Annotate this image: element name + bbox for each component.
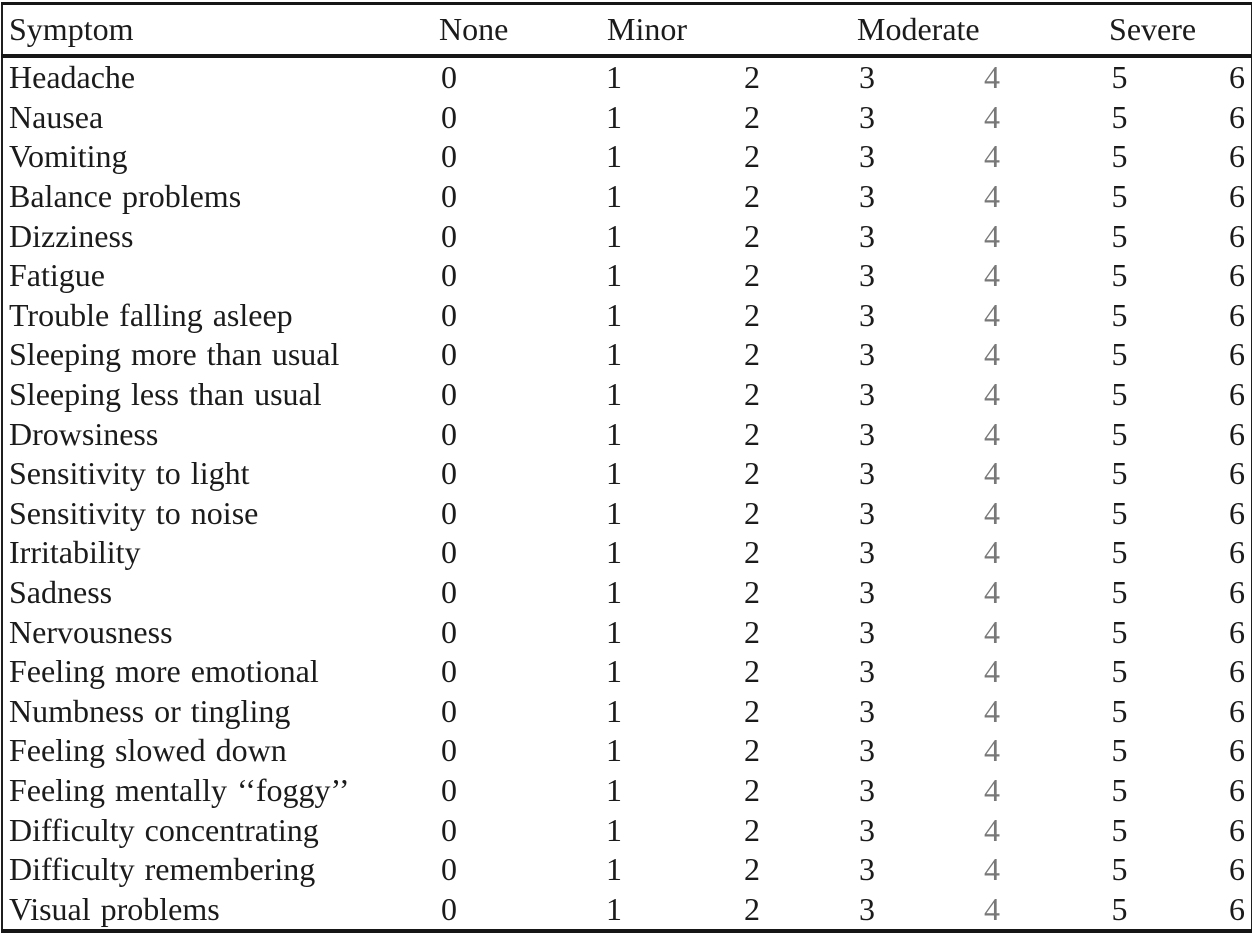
rating-value: 4 bbox=[984, 217, 1000, 254]
rating-value: 2 bbox=[744, 811, 760, 848]
rating-value: 4 bbox=[984, 574, 1000, 611]
table-row bbox=[2, 296, 1252, 336]
rating-value: 6 bbox=[1229, 296, 1246, 333]
symptom-label: Fatigue bbox=[9, 257, 105, 294]
rating-value: 2 bbox=[744, 178, 760, 215]
rating-value: 3 bbox=[859, 415, 875, 452]
rating-value: 2 bbox=[744, 59, 760, 96]
rating-value: 4 bbox=[984, 455, 1000, 492]
rating-value: 3 bbox=[859, 811, 875, 848]
rating-value: 6 bbox=[1229, 376, 1246, 413]
rating-value: 2 bbox=[744, 534, 760, 571]
rating-value: 6 bbox=[1229, 771, 1246, 808]
rating-value: 3 bbox=[859, 692, 875, 729]
rating-value: 1 bbox=[606, 574, 622, 611]
rating-value: 1 bbox=[606, 415, 622, 452]
rating-value: 1 bbox=[606, 851, 622, 888]
rating-value: 3 bbox=[859, 851, 875, 888]
table-row bbox=[2, 256, 1252, 296]
rating-value: 0 bbox=[441, 217, 457, 254]
rating-value: 1 bbox=[606, 732, 622, 769]
rating-value: 1 bbox=[606, 59, 622, 96]
rating-value: 1 bbox=[606, 494, 622, 531]
column-header-none: None bbox=[372, 4, 526, 57]
rating-value: 3 bbox=[859, 138, 875, 175]
rating-value: 2 bbox=[744, 890, 760, 927]
symptom-label: Sensitivity to noise bbox=[9, 494, 259, 531]
rating-value: 1 bbox=[606, 692, 622, 729]
rating-value: 0 bbox=[441, 811, 457, 848]
table-row bbox=[2, 216, 1252, 256]
rating-value: 2 bbox=[744, 692, 760, 729]
table-row bbox=[2, 692, 1252, 732]
table-row bbox=[2, 335, 1252, 375]
rating-value: 4 bbox=[984, 534, 1000, 571]
column-header-symptom: Symptom bbox=[2, 4, 372, 57]
rating-value: 4 bbox=[984, 692, 1000, 729]
rating-value: 5 bbox=[1111, 415, 1128, 452]
rating-value: 2 bbox=[744, 217, 760, 254]
rating-value: 2 bbox=[744, 257, 760, 294]
rating-value: 1 bbox=[606, 178, 622, 215]
symptom-label: Sleeping more than usual bbox=[9, 336, 340, 373]
rating-value: 5 bbox=[1111, 336, 1128, 373]
table-row bbox=[2, 494, 1252, 534]
rating-value: 3 bbox=[859, 257, 875, 294]
rating-value: 6 bbox=[1229, 336, 1246, 373]
rating-value: 4 bbox=[984, 415, 1000, 452]
rating-value: 4 bbox=[984, 59, 1000, 96]
rating-value: 0 bbox=[441, 692, 457, 729]
symptom-scale-table bbox=[1, 2, 1252, 933]
rating-value: 0 bbox=[441, 296, 457, 333]
rating-value: 4 bbox=[984, 296, 1000, 333]
column-header-severe: Severe bbox=[1052, 4, 1252, 57]
rating-value: 3 bbox=[859, 296, 875, 333]
table-row bbox=[2, 137, 1252, 177]
rating-value: 2 bbox=[744, 376, 760, 413]
table-row bbox=[2, 56, 1252, 98]
rating-value: 5 bbox=[1111, 455, 1128, 492]
rating-value: 6 bbox=[1229, 613, 1246, 650]
rating-value: 6 bbox=[1229, 178, 1246, 215]
rating-value: 0 bbox=[441, 653, 457, 690]
column-header-minor: Minor bbox=[526, 4, 802, 57]
table-row bbox=[2, 177, 1252, 217]
table-row bbox=[2, 533, 1252, 573]
column-header-moderate: Moderate bbox=[802, 4, 1052, 57]
rating-value: 0 bbox=[441, 574, 457, 611]
symptom-label: Difficulty concentrating bbox=[9, 811, 319, 848]
symptom-label: Dizziness bbox=[9, 217, 134, 254]
rating-value: 4 bbox=[984, 771, 1000, 808]
rating-value: 1 bbox=[606, 138, 622, 175]
table-body bbox=[2, 56, 1252, 931]
rating-value: 5 bbox=[1111, 771, 1128, 808]
rating-value: 1 bbox=[606, 455, 622, 492]
rating-value: 3 bbox=[859, 534, 875, 571]
symptom-label: Balance problems bbox=[9, 178, 242, 215]
rating-value: 4 bbox=[984, 257, 1000, 294]
rating-value: 5 bbox=[1111, 296, 1128, 333]
rating-value: 5 bbox=[1111, 376, 1128, 413]
rating-value: 2 bbox=[744, 138, 760, 175]
rating-value: 0 bbox=[441, 415, 457, 452]
symptom-label: Visual problems bbox=[9, 890, 220, 927]
rating-value: 4 bbox=[984, 890, 1000, 927]
rating-value: 3 bbox=[859, 98, 875, 135]
rating-value: 4 bbox=[984, 851, 1000, 888]
rating-value: 2 bbox=[744, 732, 760, 769]
rating-value: 6 bbox=[1229, 534, 1246, 571]
symptom-label: Feeling slowed down bbox=[9, 732, 287, 769]
rating-value: 6 bbox=[1229, 494, 1246, 531]
rating-value: 3 bbox=[859, 890, 875, 927]
table-row bbox=[2, 889, 1252, 931]
rating-value: 4 bbox=[984, 336, 1000, 373]
table-row bbox=[2, 612, 1252, 652]
rating-value: 2 bbox=[744, 415, 760, 452]
symptom-label: Difficulty remembering bbox=[9, 851, 316, 888]
rating-value: 5 bbox=[1111, 811, 1128, 848]
table-row bbox=[2, 850, 1252, 890]
rating-value: 2 bbox=[744, 771, 760, 808]
rating-value: 6 bbox=[1229, 732, 1246, 769]
rating-value: 6 bbox=[1229, 455, 1246, 492]
rating-value: 5 bbox=[1111, 138, 1128, 175]
symptom-label: Vomiting bbox=[9, 138, 128, 175]
rating-value: 5 bbox=[1111, 494, 1128, 531]
rating-value: 5 bbox=[1111, 613, 1128, 650]
rating-value: 6 bbox=[1229, 851, 1246, 888]
rating-value: 3 bbox=[859, 455, 875, 492]
rating-value: 0 bbox=[441, 494, 457, 531]
symptom-label: Nervousness bbox=[9, 613, 173, 650]
rating-value: 4 bbox=[984, 98, 1000, 135]
rating-value: 5 bbox=[1111, 653, 1128, 690]
rating-value: 3 bbox=[859, 494, 875, 531]
rating-value: 6 bbox=[1229, 415, 1246, 452]
rating-value: 0 bbox=[441, 376, 457, 413]
symptom-label: Numbness or tingling bbox=[9, 692, 291, 729]
rating-value: 6 bbox=[1229, 257, 1246, 294]
rating-value: 3 bbox=[859, 771, 875, 808]
rating-value: 6 bbox=[1229, 59, 1246, 96]
rating-value: 5 bbox=[1111, 217, 1128, 254]
table-row bbox=[2, 573, 1252, 613]
rating-value: 0 bbox=[441, 336, 457, 373]
rating-value: 1 bbox=[606, 296, 622, 333]
rating-value: 2 bbox=[744, 851, 760, 888]
symptom-label: Sleeping less than usual bbox=[9, 376, 322, 413]
rating-value: 0 bbox=[441, 98, 457, 135]
rating-value: 0 bbox=[441, 771, 457, 808]
rating-value: 5 bbox=[1111, 534, 1128, 571]
rating-value: 3 bbox=[859, 59, 875, 96]
symptom-label: Headache bbox=[9, 59, 136, 96]
rating-value: 2 bbox=[744, 98, 760, 135]
symptom-label: Sensitivity to light bbox=[9, 455, 250, 492]
rating-value: 6 bbox=[1229, 574, 1246, 611]
rating-value: 1 bbox=[606, 98, 622, 135]
symptom-label: Trouble falling asleep bbox=[9, 296, 293, 333]
rating-value: 4 bbox=[984, 811, 1000, 848]
rating-value: 5 bbox=[1111, 574, 1128, 611]
rating-value: 0 bbox=[441, 890, 457, 927]
rating-value: 1 bbox=[606, 257, 622, 294]
rating-value: 1 bbox=[606, 890, 622, 927]
rating-value: 5 bbox=[1111, 851, 1128, 888]
rating-value: 1 bbox=[606, 534, 622, 571]
rating-value: 0 bbox=[441, 851, 457, 888]
rating-value: 1 bbox=[606, 771, 622, 808]
symptom-label: Drowsiness bbox=[9, 415, 159, 452]
rating-value: 2 bbox=[744, 574, 760, 611]
rating-value: 4 bbox=[984, 653, 1000, 690]
rating-value: 3 bbox=[859, 376, 875, 413]
rating-value: 1 bbox=[606, 376, 622, 413]
rating-value: 3 bbox=[859, 653, 875, 690]
rating-value: 6 bbox=[1229, 692, 1246, 729]
rating-value: 0 bbox=[441, 59, 457, 96]
rating-value: 3 bbox=[859, 574, 875, 611]
table-row bbox=[2, 375, 1252, 415]
symptom-label: Irritability bbox=[9, 534, 141, 571]
rating-value: 2 bbox=[744, 296, 760, 333]
rating-value: 6 bbox=[1229, 217, 1246, 254]
rating-value: 1 bbox=[606, 336, 622, 373]
rating-value: 2 bbox=[744, 653, 760, 690]
rating-value: 1 bbox=[606, 811, 622, 848]
table-row bbox=[2, 454, 1252, 494]
rating-value: 0 bbox=[441, 178, 457, 215]
rating-value: 5 bbox=[1111, 890, 1128, 927]
rating-value: 0 bbox=[441, 138, 457, 175]
rating-value: 5 bbox=[1111, 257, 1128, 294]
table-header bbox=[2, 4, 1252, 57]
rating-value: 6 bbox=[1229, 811, 1246, 848]
table-row bbox=[2, 731, 1252, 771]
rating-value: 2 bbox=[744, 455, 760, 492]
table-row bbox=[2, 414, 1252, 454]
symptom-label: Feeling more emotional bbox=[9, 653, 319, 690]
rating-value: 4 bbox=[984, 494, 1000, 531]
rating-value: 3 bbox=[859, 732, 875, 769]
rating-value: 3 bbox=[859, 178, 875, 215]
rating-value: 2 bbox=[744, 494, 760, 531]
rating-value: 5 bbox=[1111, 98, 1128, 135]
table-row bbox=[2, 652, 1252, 692]
rating-value: 6 bbox=[1229, 138, 1246, 175]
rating-value: 4 bbox=[984, 613, 1000, 650]
rating-value: 3 bbox=[859, 217, 875, 254]
rating-value: 3 bbox=[859, 336, 875, 373]
rating-value: 3 bbox=[859, 613, 875, 650]
rating-value: 2 bbox=[744, 613, 760, 650]
rating-value: 6 bbox=[1229, 98, 1246, 135]
rating-value: 1 bbox=[606, 653, 622, 690]
rating-value: 0 bbox=[441, 534, 457, 571]
rating-value: 5 bbox=[1111, 178, 1128, 215]
symptom-label: Sadness bbox=[9, 574, 113, 611]
rating-value: 6 bbox=[1229, 890, 1246, 927]
rating-value: 4 bbox=[984, 178, 1000, 215]
symptom-label: Feeling mentally ‘‘foggy’’ bbox=[9, 771, 350, 808]
rating-value: 2 bbox=[744, 336, 760, 373]
symptom-label: Nausea bbox=[9, 98, 104, 135]
rating-value: 1 bbox=[606, 613, 622, 650]
rating-value: 0 bbox=[441, 613, 457, 650]
table-row bbox=[2, 771, 1252, 811]
table-row bbox=[2, 98, 1252, 138]
rating-value: 0 bbox=[441, 732, 457, 769]
rating-value: 4 bbox=[984, 732, 1000, 769]
rating-value: 5 bbox=[1111, 692, 1128, 729]
rating-value: 0 bbox=[441, 455, 457, 492]
table-row bbox=[2, 810, 1252, 850]
rating-value: 4 bbox=[984, 376, 1000, 413]
rating-value: 6 bbox=[1229, 653, 1246, 690]
header-row bbox=[2, 4, 1252, 57]
rating-value: 1 bbox=[606, 217, 622, 254]
rating-value: 4 bbox=[984, 138, 1000, 175]
rating-value: 0 bbox=[441, 257, 457, 294]
rating-value: 5 bbox=[1111, 732, 1128, 769]
rating-value: 5 bbox=[1111, 59, 1128, 96]
